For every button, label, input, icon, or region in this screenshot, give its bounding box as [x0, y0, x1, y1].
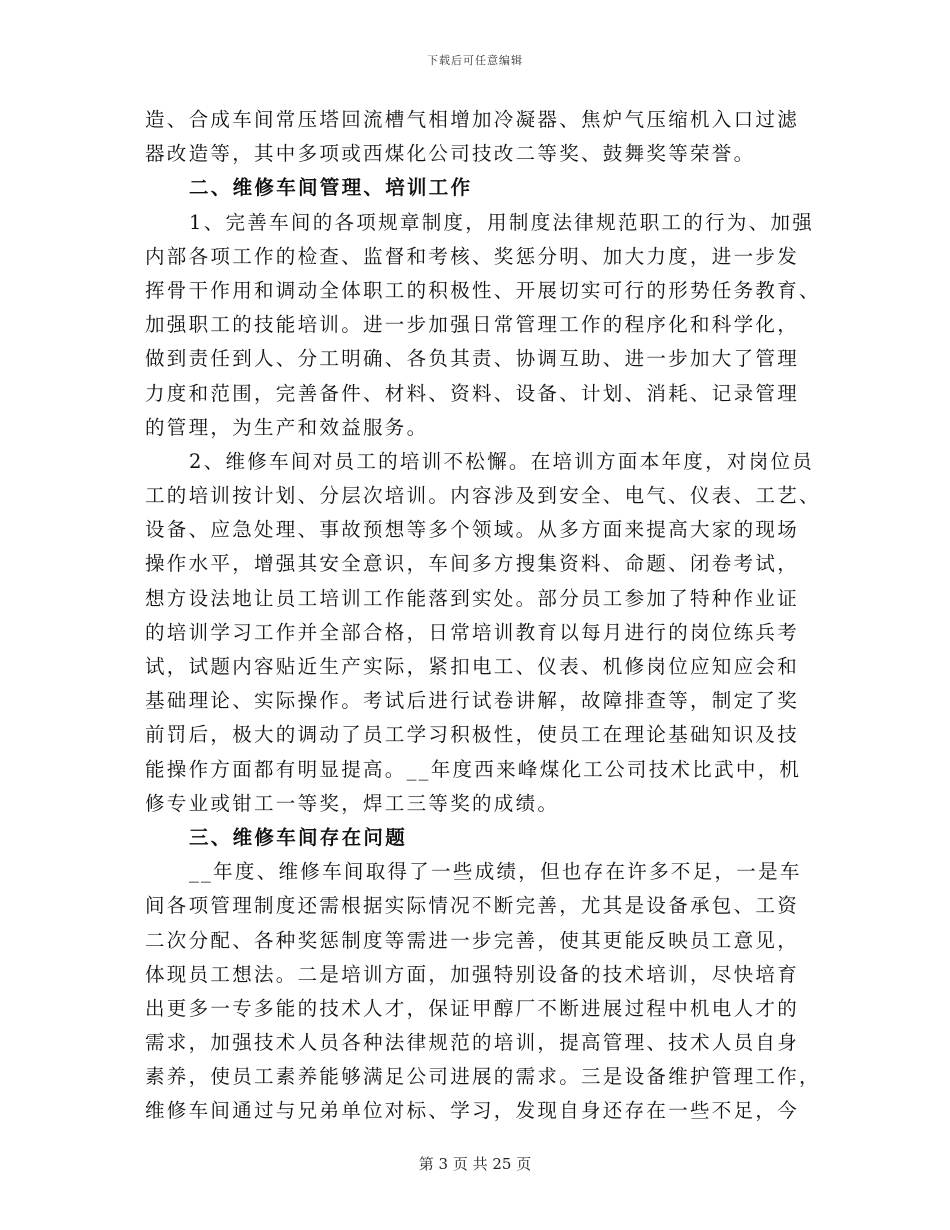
text-line: 造、合成车间常压塔回流槽气相增加冷凝器、焦炉气压缩机入口过滤 [145, 108, 800, 131]
text-line: 修专业或钳工一等奖，焊工三等奖的成绩。 [145, 791, 560, 815]
text-line: 工的培训按计划、分层次培训。内容涉及到安全、电气、仪表、工艺、 [145, 484, 821, 508]
text-line: 二次分配、各种奖惩制度等需进一步完善，使其更能反映员工意见， [145, 928, 800, 952]
page-number: 第 3 页 共 25 页 [418, 1155, 532, 1173]
text-line: 做到责任到人、分工明确、各负其责、协调互助、进一步加大了管理 [145, 347, 800, 371]
text-line: 的培训学习工作并全部合格，日常培训教育以每月进行的岗位练兵考 [145, 620, 800, 644]
text-line: 出更多一专多能的技术人才，保证甲醇厂不断进展过程中机电人才的 [145, 996, 800, 1020]
text-line: 想方设法地让员工培训工作能落到实处。部分员工参加了特种作业证 [145, 586, 800, 610]
text-line: 内部各项工作的检查、监督和考核、奖惩分明、加大力度，进一步发 [145, 244, 800, 268]
text-line: 设备、应急处理、事故预想等多个领域。从多方面来提高大家的现场 [145, 518, 800, 542]
text-line: 体现员工想法。二是培训方面，加强特别设备的技术培训，尽快培育 [145, 962, 800, 986]
text-line: 需求，加强技术人员各种法律规范的培训，提高管理、技术人员自身 [145, 1031, 800, 1055]
text-line: 挥骨干作用和调动全体职工的积极性、开展切实可行的形势任务教育、 [145, 278, 821, 302]
text-line: 2、维修车间对员工的培训不松懈。在培训方面本年度，对岗位员 [189, 449, 815, 473]
text-line: 1、完善车间的各项规章制度，用制度法律规范职工的行为、加强 [189, 210, 815, 234]
text-line: 器改造等，其中多项或西煤化公司技改二等奖、鼓舞奖等荣誉。 [145, 142, 756, 166]
text-line: __年度、维修车间取得了一些成绩，但也存在许多不足，一是车 [189, 860, 802, 884]
text-line: 加强职工的技能培训。进一步加强日常管理工作的程序化和科学化， [145, 313, 800, 337]
text-line: 基础理论、实际操作。考试后进行试卷讲解，故障排查等，制定了奖 [145, 689, 800, 713]
text-line: 间各项管理制度还需根据实际情况不断完善，尤其是设备承包、工资 [145, 894, 800, 918]
page-header-note: 下载后可任意编辑 [427, 54, 523, 67]
text-line: 维修车间通过与兄弟单位对标、学习，发现自身还存在一些不足，今 [145, 1099, 800, 1123]
text-line: 力度和范围，完善备件、材料、资料、设备、计划、消耗、记录管理 [145, 381, 800, 405]
text-line: 操作水平，增强其安全意识，车间多方搜集资料、命题、闭卷考试， [145, 552, 800, 576]
text-line: 能操作方面都有明显提高。__年度西来峰煤化工公司技术比武中，机 [145, 757, 802, 781]
section-heading: 二、维修车间管理、培训工作 [189, 176, 473, 200]
text-line: 素养，使员工素养能够满足公司进展的需求。三是设备维护管理工作， [145, 1065, 821, 1089]
section-heading: 三、维修车间存在问题 [189, 825, 408, 849]
text-line: 试，试题内容贴近生产实际，紧扣电工、仪表、机修岗位应知应会和 [145, 655, 800, 678]
document-body [145, 103, 821, 1129]
text-line: 的管理，为生产和效益服务。 [145, 415, 429, 439]
text-line: 前罚后，极大的调动了员工学习积极性，使员工在理论基础知识及技 [145, 723, 800, 747]
